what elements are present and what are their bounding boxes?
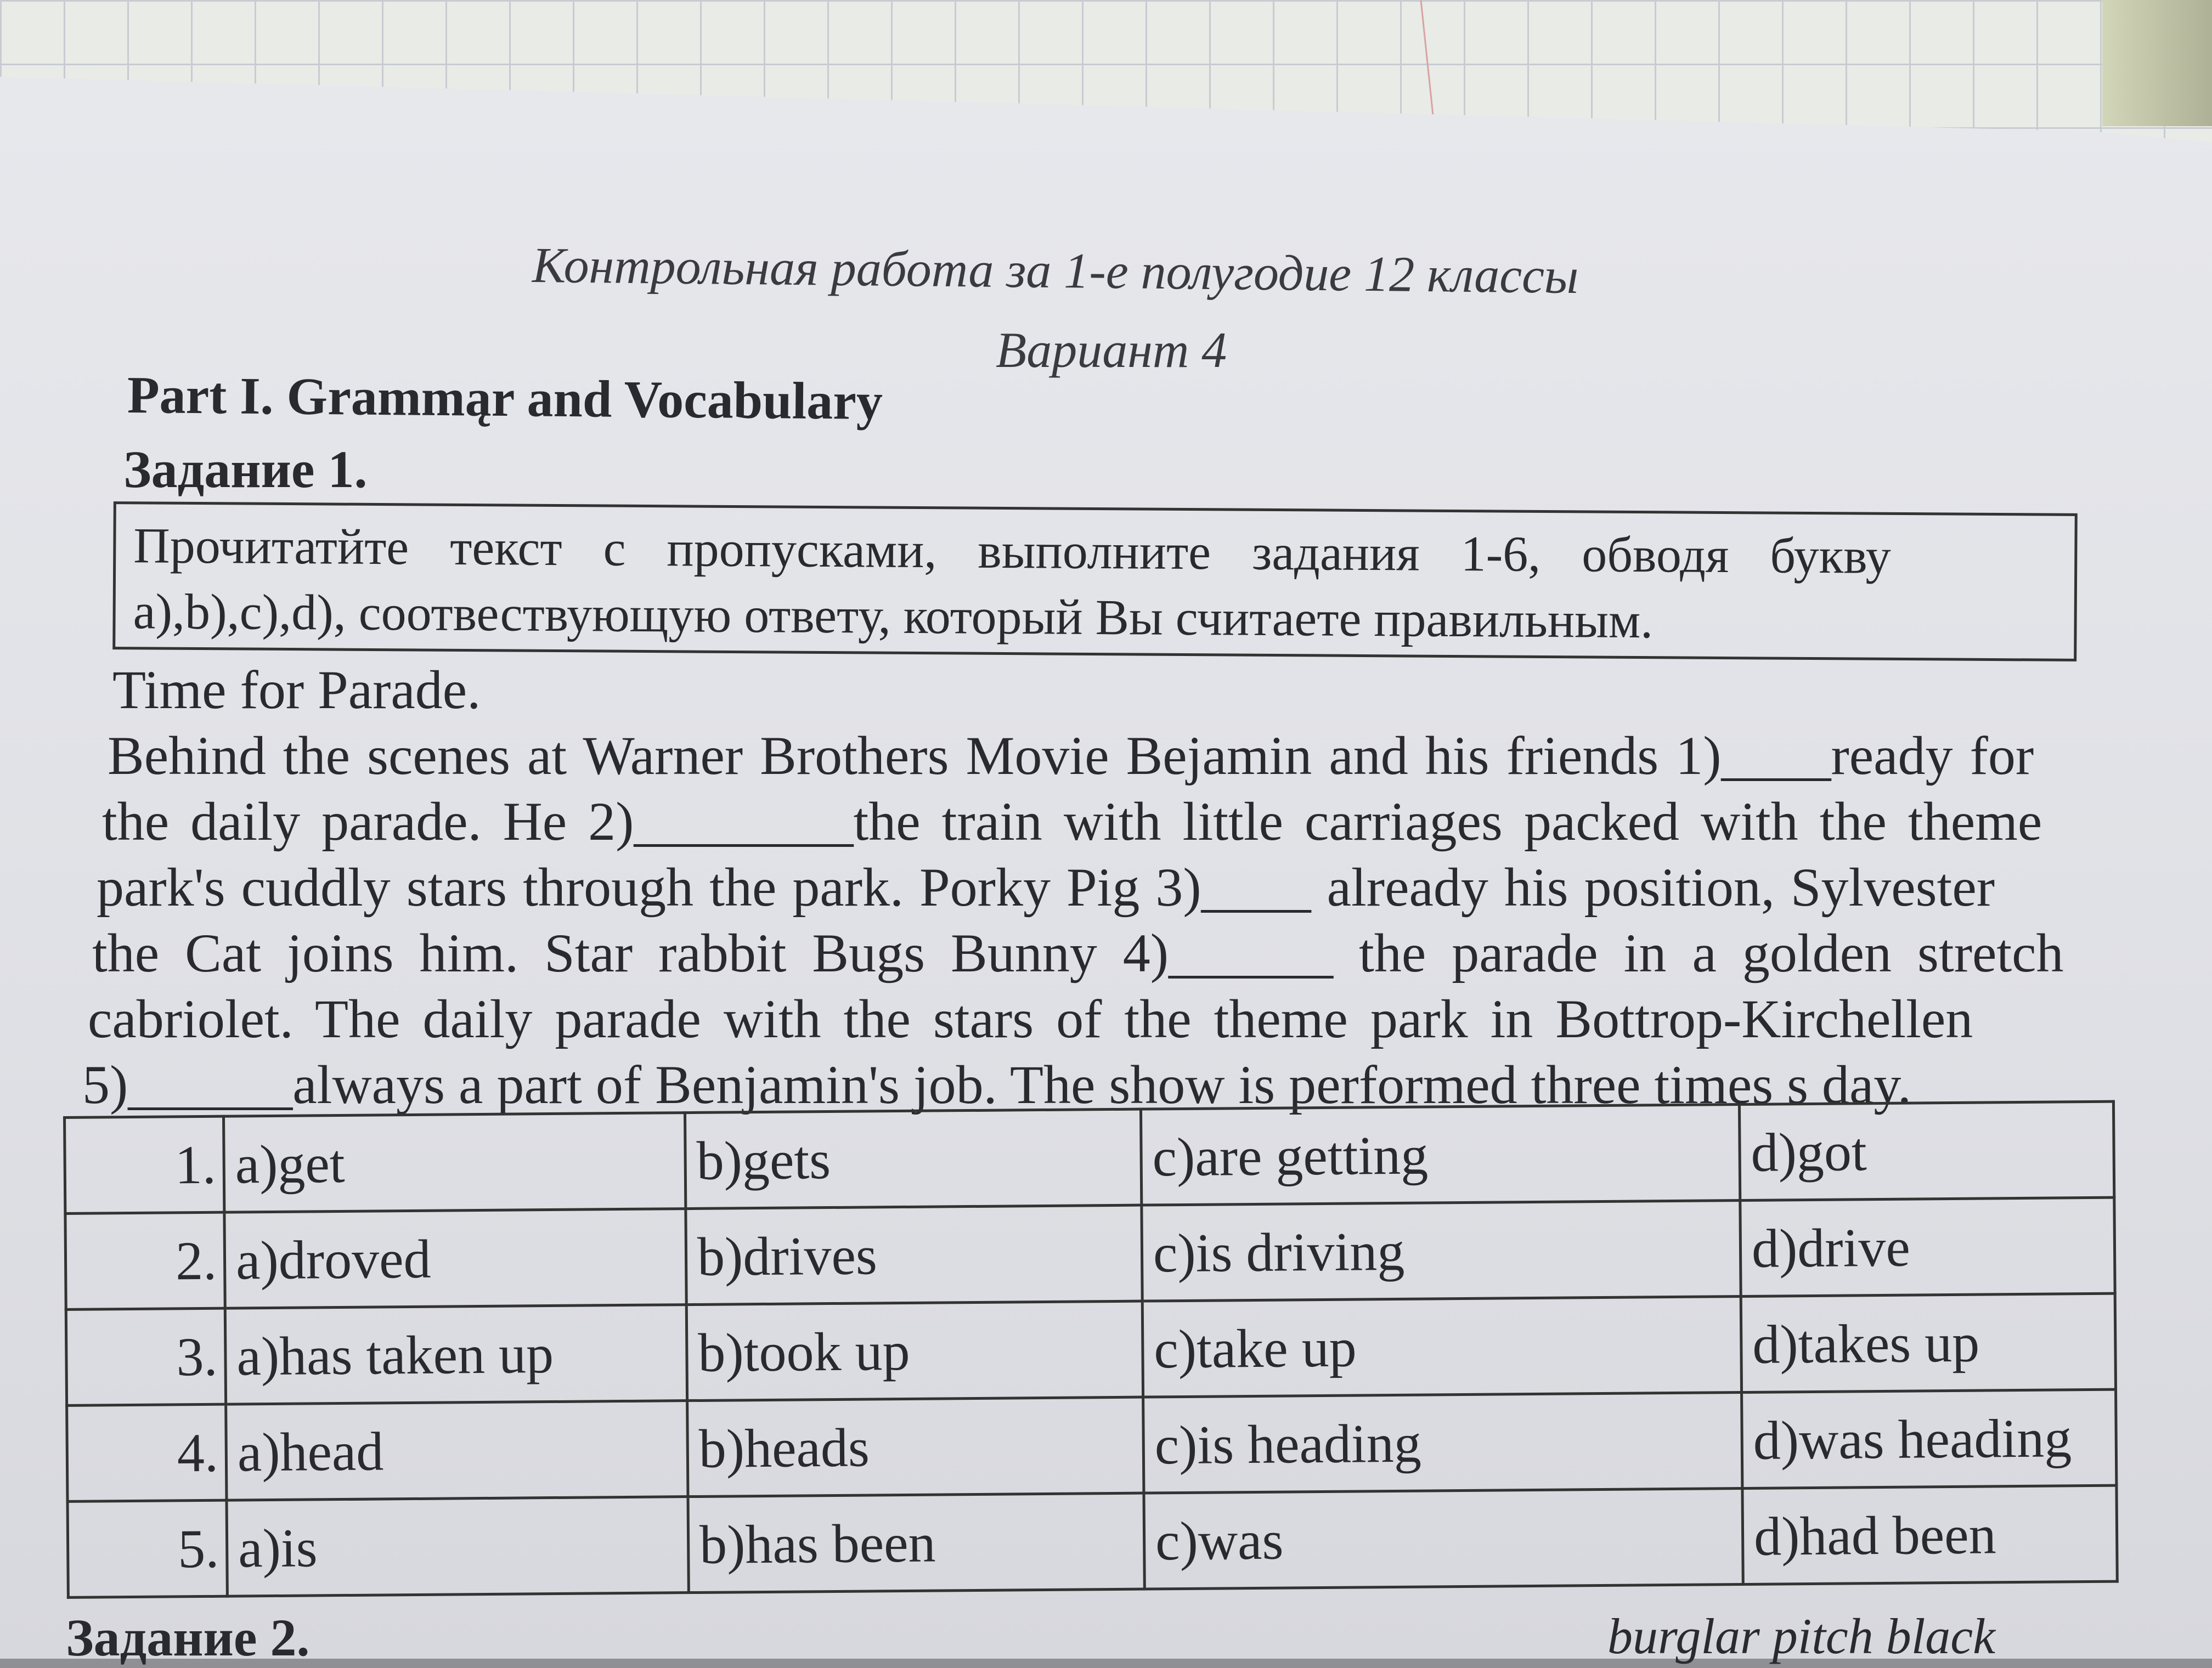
story-line: the daily parade. He 2)________the train with little carriages packed with the theme [102, 791, 2042, 852]
table-row [67, 1485, 2117, 1597]
option-d: d)had been [1742, 1485, 2117, 1584]
story-line: 5)______always a part of Benjamin's job. The show is performed three times s day. [82, 1054, 1911, 1115]
variant-label: Вариант 4 [996, 322, 1227, 378]
option-a: a)get [224, 1113, 686, 1213]
part-heading: Part I. Grammąr and Vocabulary [127, 365, 883, 431]
option-a: a)has taken up [225, 1305, 687, 1405]
option-d: d)drive [1740, 1197, 2115, 1296]
instruction-line-2: a),b),c),d), соотвествующую ответу, который Вы считаете правильным. [133, 583, 1654, 649]
worksheet-title: Контрольная работа за 1-е полугодие 12 классы [532, 237, 1579, 304]
story-title: Time for Parade. [112, 659, 481, 720]
option-c: c)is heading [1143, 1392, 1742, 1493]
question-number: 1. [65, 1116, 224, 1213]
story-line: the Cat joins him. Star rabbit Bugs Bunny 4)______ the parade in a golden stretch [92, 923, 2064, 983]
story-line: cabriolet. The daily parade with the stars of the theme park in Bottrop-Kirchellen [88, 988, 1973, 1049]
option-b: b)has been [688, 1493, 1144, 1593]
option-d: d)got [1739, 1101, 2114, 1200]
instruction-line-1: Прочитатйте текст с пропусками, выполните задания 1-6, обводя букву [133, 517, 1891, 584]
option-b: b)drives [686, 1205, 1142, 1305]
option-c: c)are getting [1141, 1105, 1740, 1206]
question-number: 5. [67, 1500, 227, 1597]
option-d: d)takes up [1741, 1293, 2115, 1392]
story-line: Behind the scenes at Warner Brothers Movie Bejamin and his friends 1)____ready for [108, 725, 2034, 786]
task2-heading: Задание 2. [66, 1608, 310, 1667]
instruction-box [112, 501, 2078, 661]
story-line: park's cuddly stars through the park. Porky Pig 3)____ already his position, Sylvester [97, 857, 1995, 918]
option-c: c)take up [1142, 1296, 1741, 1397]
option-b: b)took up [686, 1301, 1143, 1401]
notebook-edge [2102, 0, 2212, 126]
option-a: a)is [227, 1497, 689, 1597]
answer-options-table [63, 1100, 2119, 1599]
option-a: a)droved [224, 1209, 686, 1309]
question-number: 3. [66, 1308, 225, 1405]
question-number: 4. [67, 1404, 227, 1501]
option-a: a)head [226, 1401, 688, 1501]
option-d: d)was heading [1742, 1389, 2117, 1488]
table-row [66, 1293, 2115, 1405]
question-number: 2. [65, 1212, 225, 1309]
option-b: b)heads [687, 1397, 1144, 1497]
option-b: b)gets [685, 1109, 1141, 1209]
task2-partial-words: burglar pitch black [1607, 1608, 1995, 1664]
table-row [65, 1197, 2115, 1309]
table-row [67, 1389, 2117, 1501]
task1-heading: Задание 1. [123, 440, 368, 499]
option-c: c)is driving [1142, 1200, 1741, 1301]
table-row [65, 1101, 2114, 1213]
option-c: c)was [1144, 1488, 1743, 1589]
